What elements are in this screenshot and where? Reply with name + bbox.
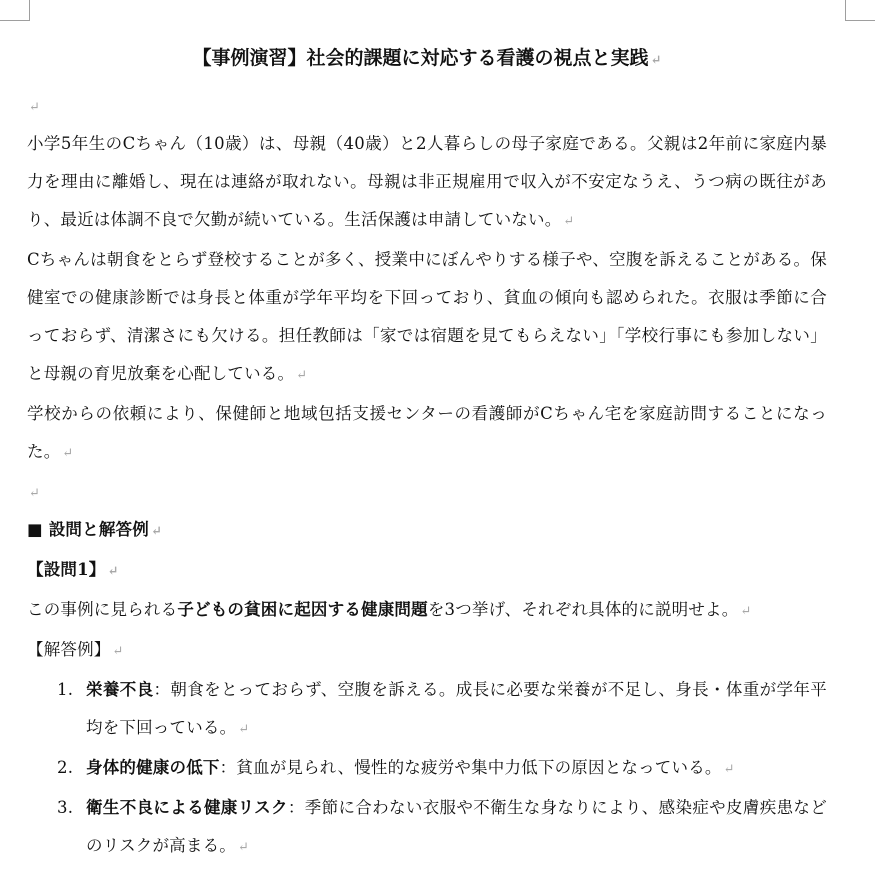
document-page	[27, 40, 827, 867]
answer-number: 2.	[57, 758, 74, 777]
answer-label: 【解答例】 ↵	[27, 640, 124, 659]
paragraph-mark: ↵	[740, 604, 752, 619]
answer-text: ：朝食をとっておらず、空腹を訴える。成長に必要な栄養が不足し、身長・体重が学年平均を下回っている。	[86, 680, 827, 737]
page-corner-right	[845, 0, 875, 21]
answer-item	[27, 671, 827, 749]
answer-item	[27, 749, 827, 789]
answer-text: ：季節に合わない衣服や不衛生な身なりにより、感染症や皮膚疾患などのリスクが高まる。	[86, 798, 827, 855]
paragraph-mark: ↵	[107, 564, 119, 579]
paragraph-mark: ↵	[238, 722, 250, 737]
case-paragraph-2: Cちゃんは朝食をとらず登校することが多く、授業中にぼんやりする様子や、空腹を訴えることがある。保健室での健康診断では身長と体重が学年平均を下回っており、貧血の傾向も認められた。衣服は季節に合っておらず、清潔さにも欠ける。担任教師は「家では宿題を見てもらえない」「学校行事にも参加しない」と母親の育児放棄を心配している。 ↵	[27, 250, 827, 383]
answer-text: ：貧血が見られ、慢性的な疲労や集中力低下の原因となっている。	[219, 758, 722, 777]
answer-term: 身体的健康の低下	[86, 758, 220, 777]
answer-number: 1.	[57, 680, 74, 699]
answer-term: 栄養不良	[86, 680, 154, 699]
section-heading: ■ 設問と解答例 ↵	[27, 520, 163, 539]
blank-line	[27, 87, 827, 125]
paragraph-mark: ↵	[296, 368, 308, 383]
paragraph-mark: ↵	[150, 524, 163, 539]
case-paragraph-3: 学校からの依頼により、保健師と地域包括支援センターの看護師がCちゃん宅を家庭訪問することになった。 ↵	[27, 404, 827, 461]
answer-term: 衛生不良による健康リスク	[86, 798, 288, 817]
paragraph-mark: ↵	[62, 446, 74, 461]
paragraph-mark: ↵	[29, 486, 41, 501]
paragraph-mark: ↵	[29, 100, 41, 115]
question-label: 【設問1】 ↵	[27, 560, 119, 579]
case-paragraph-1: 小学5年生のCちゃん（10歳）は、母親（40歳）と2人暮らしの母子家庭である。父親は2年前に家庭内暴力を理由に離婚し、現在は連絡が取れない。母親は非正規雇用で収入が不安定なうえ、うつ病の既往があり、最近は体調不良で欠勤が続いている。生活保護は申請していない。 ↵	[27, 134, 827, 229]
blank-line	[27, 473, 827, 511]
question-text: この事例に見られる子どもの貧困に起因する健康問題を3つ挙げ、それぞれ具体的に説明せよ。 ↵	[27, 600, 752, 619]
question-emphasis: 子どもの貧困に起因する健康問題	[177, 600, 428, 619]
document-title: 【事例演習】社会的課題に対応する看護の視点と実践 ↵	[192, 47, 662, 69]
paragraph-mark: ↵	[723, 762, 735, 777]
paragraph-mark: ↵	[112, 644, 124, 659]
page-corner-left	[0, 0, 30, 21]
paragraph-mark: ↵	[237, 840, 250, 855]
answer-item	[27, 789, 827, 867]
paragraph-mark: ↵	[650, 53, 662, 68]
answer-number: 3.	[57, 798, 74, 817]
answer-list	[27, 671, 827, 867]
paragraph-mark: ↵	[563, 214, 575, 229]
